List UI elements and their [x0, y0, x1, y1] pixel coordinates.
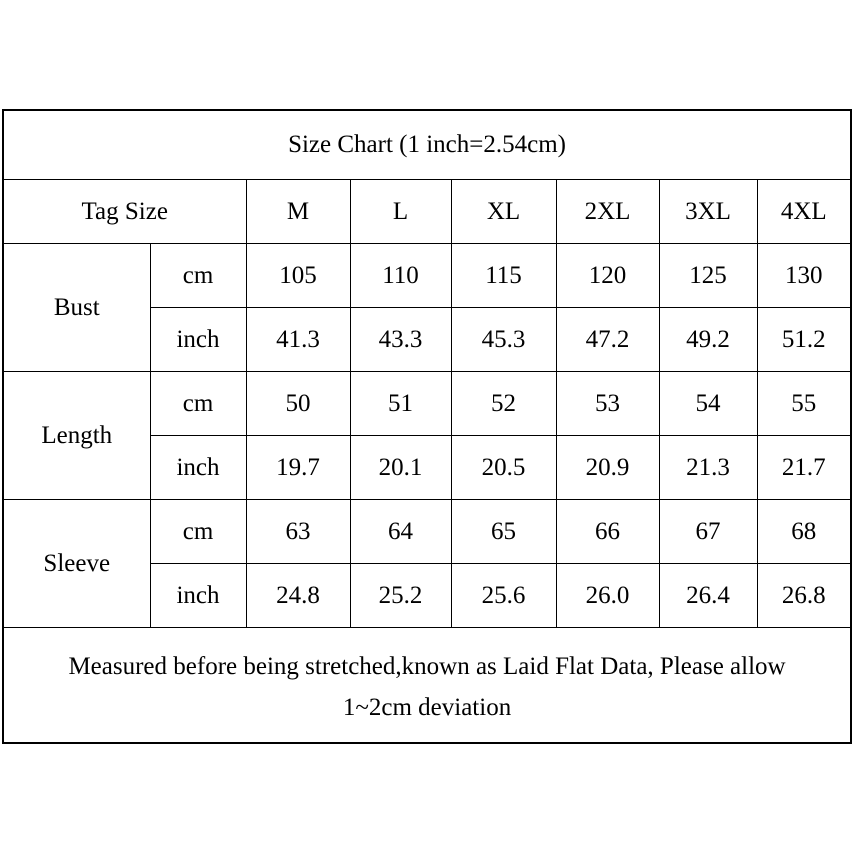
- unit-cell: inch: [150, 436, 246, 500]
- size-header: L: [350, 180, 451, 244]
- size-header: M: [246, 180, 350, 244]
- unit-cell: cm: [150, 500, 246, 564]
- measurement-name: Bust: [4, 244, 150, 372]
- value-cell: 115: [451, 244, 556, 308]
- value-cell: 43.3: [350, 308, 451, 372]
- unit-cell: inch: [150, 564, 246, 628]
- measurement-name: Length: [4, 372, 150, 500]
- value-cell: 54: [659, 372, 757, 436]
- value-cell: 41.3: [246, 308, 350, 372]
- value-cell: 26.4: [659, 564, 757, 628]
- table-row: [4, 500, 850, 564]
- size-header: XL: [451, 180, 556, 244]
- value-cell: 24.8: [246, 564, 350, 628]
- value-cell: 21.3: [659, 436, 757, 500]
- chart-title: Size Chart (1 inch=2.54cm): [4, 111, 850, 180]
- value-cell: 19.7: [246, 436, 350, 500]
- value-cell: 105: [246, 244, 350, 308]
- value-cell: 65: [451, 500, 556, 564]
- value-cell: 21.7: [757, 436, 850, 500]
- value-cell: 26.8: [757, 564, 850, 628]
- value-cell: 130: [757, 244, 850, 308]
- note-line-1: Measured before being stretched,known as Laid Flat Data, Please allow: [68, 653, 786, 680]
- value-cell: 110: [350, 244, 451, 308]
- value-cell: 66: [556, 500, 659, 564]
- value-cell: 68: [757, 500, 850, 564]
- tag-size-label: Tag Size: [4, 180, 246, 244]
- measurement-name: Sleeve: [4, 500, 150, 628]
- value-cell: 49.2: [659, 308, 757, 372]
- size-header: 3XL: [659, 180, 757, 244]
- value-cell: 20.9: [556, 436, 659, 500]
- value-cell: 26.0: [556, 564, 659, 628]
- unit-cell: inch: [150, 308, 246, 372]
- value-cell: 51: [350, 372, 451, 436]
- unit-cell: cm: [150, 372, 246, 436]
- value-cell: 125: [659, 244, 757, 308]
- table-row: [4, 372, 850, 436]
- value-cell: 51.2: [757, 308, 850, 372]
- size-header: 2XL: [556, 180, 659, 244]
- value-cell: 120: [556, 244, 659, 308]
- measurement-note: [4, 628, 850, 747]
- size-header: 4XL: [757, 180, 850, 244]
- value-cell: 50: [246, 372, 350, 436]
- value-cell: 20.1: [350, 436, 451, 500]
- value-cell: 45.3: [451, 308, 556, 372]
- unit-cell: cm: [150, 244, 246, 308]
- value-cell: 53: [556, 372, 659, 436]
- size-chart: [2, 109, 852, 744]
- size-table: [4, 111, 850, 746]
- table-row: [4, 244, 850, 308]
- value-cell: 25.2: [350, 564, 451, 628]
- value-cell: 20.5: [451, 436, 556, 500]
- value-cell: 25.6: [451, 564, 556, 628]
- value-cell: 52: [451, 372, 556, 436]
- note-line-2: 1~2cm deviation: [342, 694, 512, 721]
- value-cell: 63: [246, 500, 350, 564]
- value-cell: 64: [350, 500, 451, 564]
- value-cell: 67: [659, 500, 757, 564]
- value-cell: 55: [757, 372, 850, 436]
- value-cell: 47.2: [556, 308, 659, 372]
- header-row: [4, 180, 850, 244]
